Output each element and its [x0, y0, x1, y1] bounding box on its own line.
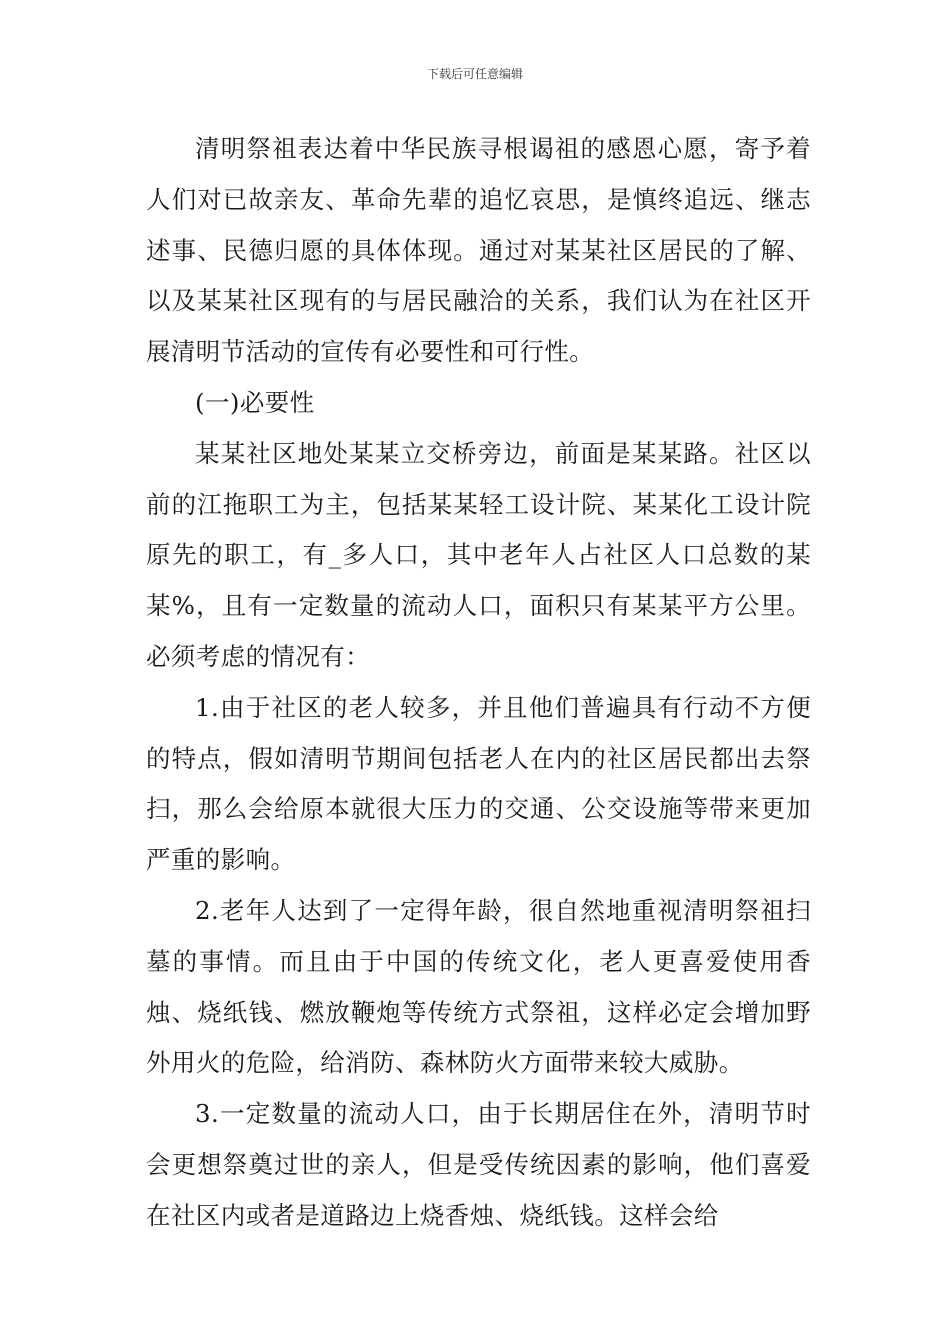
- paragraph-community-overview: 某某社区地处某某立交桥旁边，前面是某某路。社区以前的江拖职工为主，包括某某轻工设计院、某某化工设计院原先的职工，有_多人口，其中老年人占社区人口总数的某某%，且有一定数量的流动人口，面积只有某某平方公里。必须考虑的情况有：: [146, 438, 811, 671]
- section-heading-necessity: (一)必要性: [195, 387, 315, 417]
- document-body: [146, 124, 811, 1242]
- page-header: 下载后可任意编辑: [426, 67, 523, 81]
- list-item-2: 2.老年人达到了一定得年龄，很自然地重视清明祭祖扫墓的事情。而且由于中国的传统文化，老人更喜爱使用香烛、烧纸钱、燃放鞭炮等传统方式祭祖，这样必定会增加野外用火的危险，给消防、森林防火方面带来较大威胁。: [146, 895, 811, 1078]
- paragraph-intro: 清明祭祖表达着中华民族寻根谒祖的感恩心愿，寄予着人们对已故亲友、革命先辈的追忆哀思，是慎终追远、继志述事、民德归愿的具体体现。通过对某某社区居民的了解、以及某某社区现有的与居民融洽的关系，我们认为在社区开展清明节活动的宣传有必要性和可行性。: [146, 134, 811, 367]
- list-item-3: 3.一定数量的流动人口，由于长期居住在外，清明节时会更想祭奠过世的亲人，但是受传统因素的影响，他们喜爱在社区内或者是道路边上烧香烛、烧纸钱。这样会给: [146, 1099, 811, 1230]
- list-item-1: 1.由于社区的老人较多，并且他们普遍具有行动不方便的特点，假如清明节期间包括老人在内的社区居民都出去祭扫，那么会给原本就很大压力的交通、公交设施等带来更加严重的影响。: [146, 692, 811, 875]
